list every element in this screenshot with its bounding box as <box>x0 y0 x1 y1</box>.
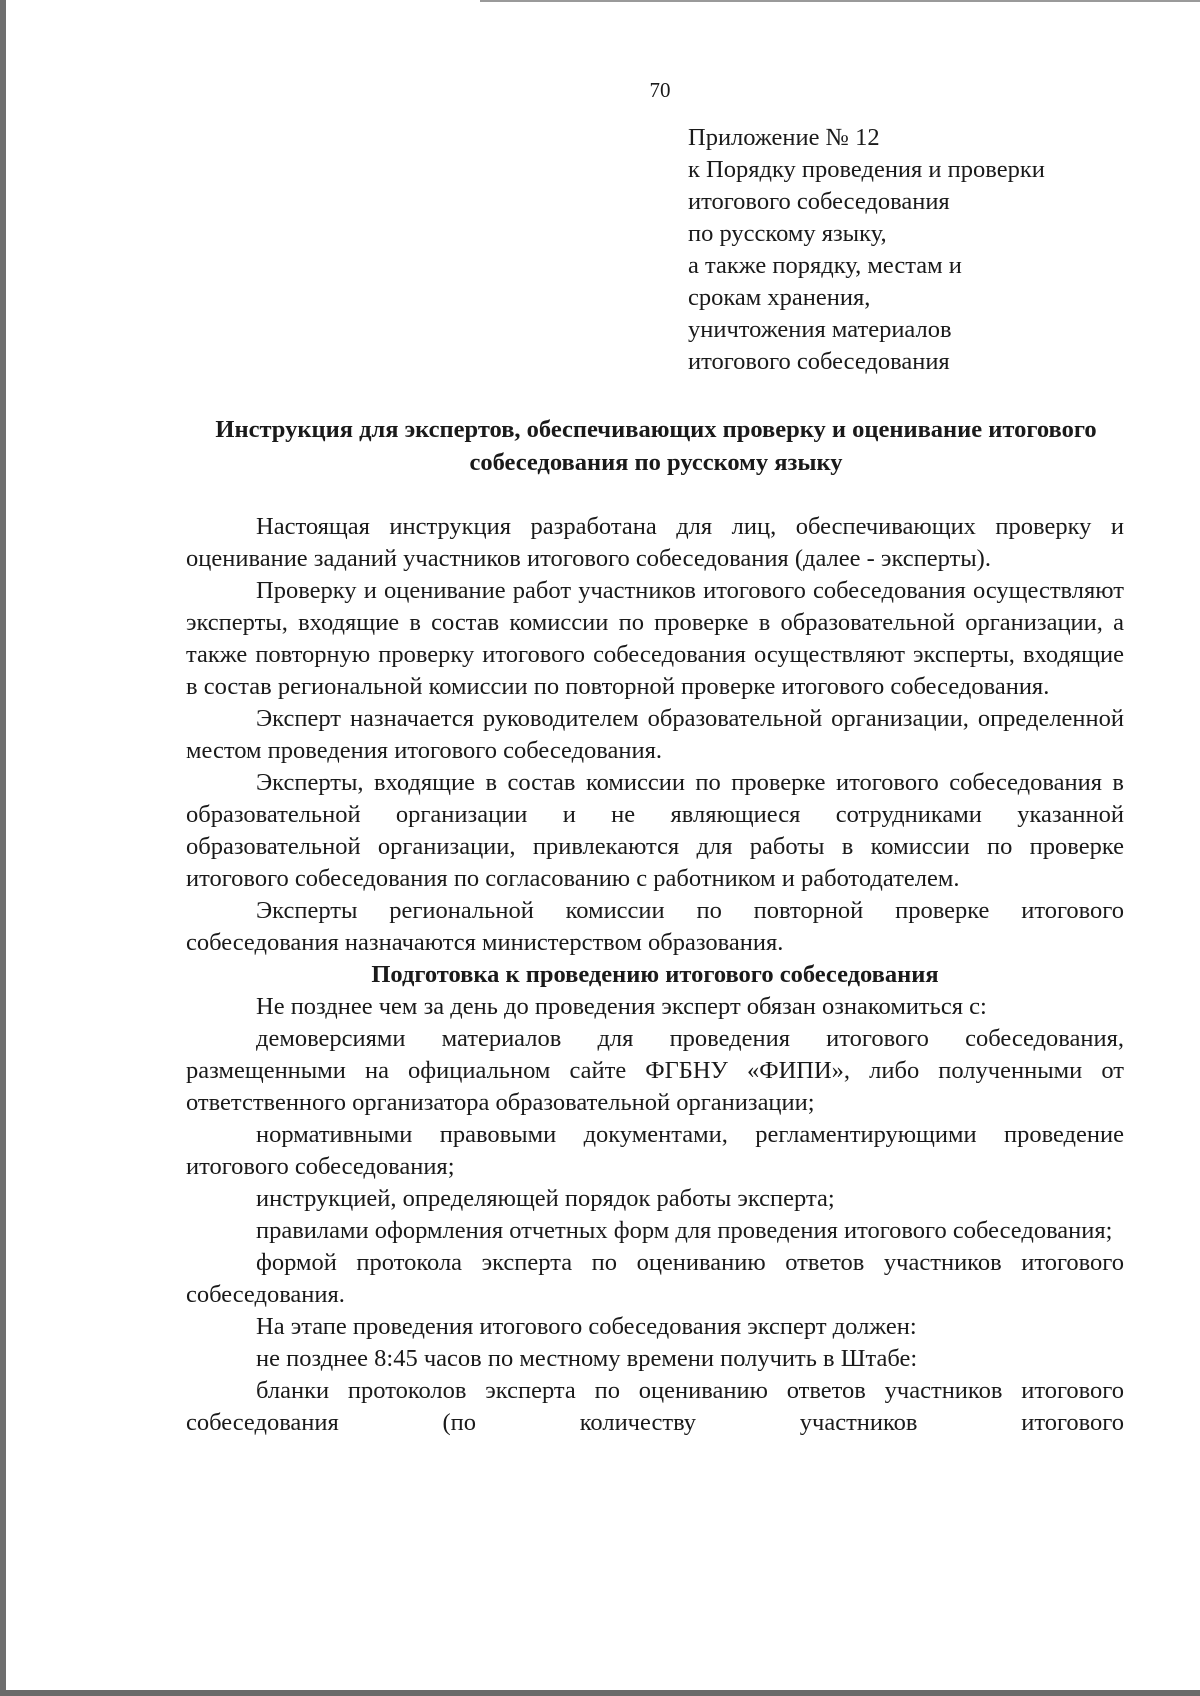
section-heading: Подготовка к проведению итогового собеседования <box>371 961 939 988</box>
appendix-block <box>688 122 1045 378</box>
appendix-line: итогового собеседования <box>688 188 950 215</box>
document-title: Инструкция для экспертов, обеспечивающих проверку и оценивание итогового собеседования по русскому языку <box>215 416 1097 476</box>
paragraph: формой протокола эксперта по оцениванию ответов участников итогового собеседования. <box>186 1249 1124 1308</box>
scan-edge-left <box>0 0 6 1696</box>
appendix-line: Приложение № 12 <box>688 124 880 151</box>
paragraph: Эксперт назначается руководителем образовательной организации, определенной местом проведения итогового собеседования. <box>186 705 1124 764</box>
appendix-line: уничтожения материалов <box>688 316 952 343</box>
appendix-line: к Порядку проведения и проверки <box>688 156 1045 183</box>
paragraph: инструкцией, определяющей порядок работы эксперта; <box>256 1185 835 1212</box>
page-number: 70 <box>649 78 671 102</box>
paragraph: бланки протоколов эксперта по оцениванию ответов участников итогового собеседования (по количеству участников итогового <box>186 1377 1124 1436</box>
appendix-line: по русскому языку, <box>688 220 887 247</box>
paragraph: Не позднее чем за день до проведения эксперт обязан ознакомиться с: <box>256 993 987 1020</box>
paragraph: Эксперты региональной комиссии по повторной проверке итогового собеседования назначаются министерством образования. <box>186 897 1124 956</box>
paragraph: Проверку и оценивание работ участников итогового собеседования осуществляют эксперты, входящие в состав комиссии по проверке в образовательной организации, а также повторную проверку итогового собеседования осуществляют эксперты, входящие в состав региональной комиссии по повторной проверке итогового собеседования. <box>186 577 1124 700</box>
document-body <box>186 511 1124 1439</box>
paragraph: На этапе проведения итогового собеседования эксперт должен: <box>256 1313 917 1340</box>
paragraph: нормативными правовыми документами, регламентирующими проведение итогового собеседования; <box>186 1121 1124 1180</box>
scan-edge-bottom <box>0 1690 1200 1696</box>
scan-edge-top <box>480 0 1200 2</box>
appendix-line: срокам хранения, <box>688 284 871 311</box>
paragraph: Эксперты, входящие в состав комиссии по проверке итогового собеседования в образовательной организации и не являющиеся сотрудниками указанной образовательной организации, привлекаются для работы в комиссии по проверке итогового собеседования по согласованию с работником и работодателем. <box>186 769 1124 892</box>
paragraph: демоверсиями материалов для проведения итогового собеседования, размещенными на официальном сайте ФГБНУ «ФИПИ», либо полученными от ответственного организатора образовательной организации; <box>186 1025 1124 1116</box>
appendix-line: а также порядку, местам и <box>688 252 962 279</box>
paragraph: правилами оформления отчетных форм для проведения итогового собеседования; <box>256 1217 1113 1244</box>
appendix-line: итогового собеседования <box>688 348 950 375</box>
paragraph: не позднее 8:45 часов по местному времени получить в Штабе: <box>256 1345 918 1372</box>
paragraph: Настоящая инструкция разработана для лиц, обеспечивающих проверку и оценивание заданий участников итогового собеседования (далее - эксперты). <box>186 513 1124 572</box>
